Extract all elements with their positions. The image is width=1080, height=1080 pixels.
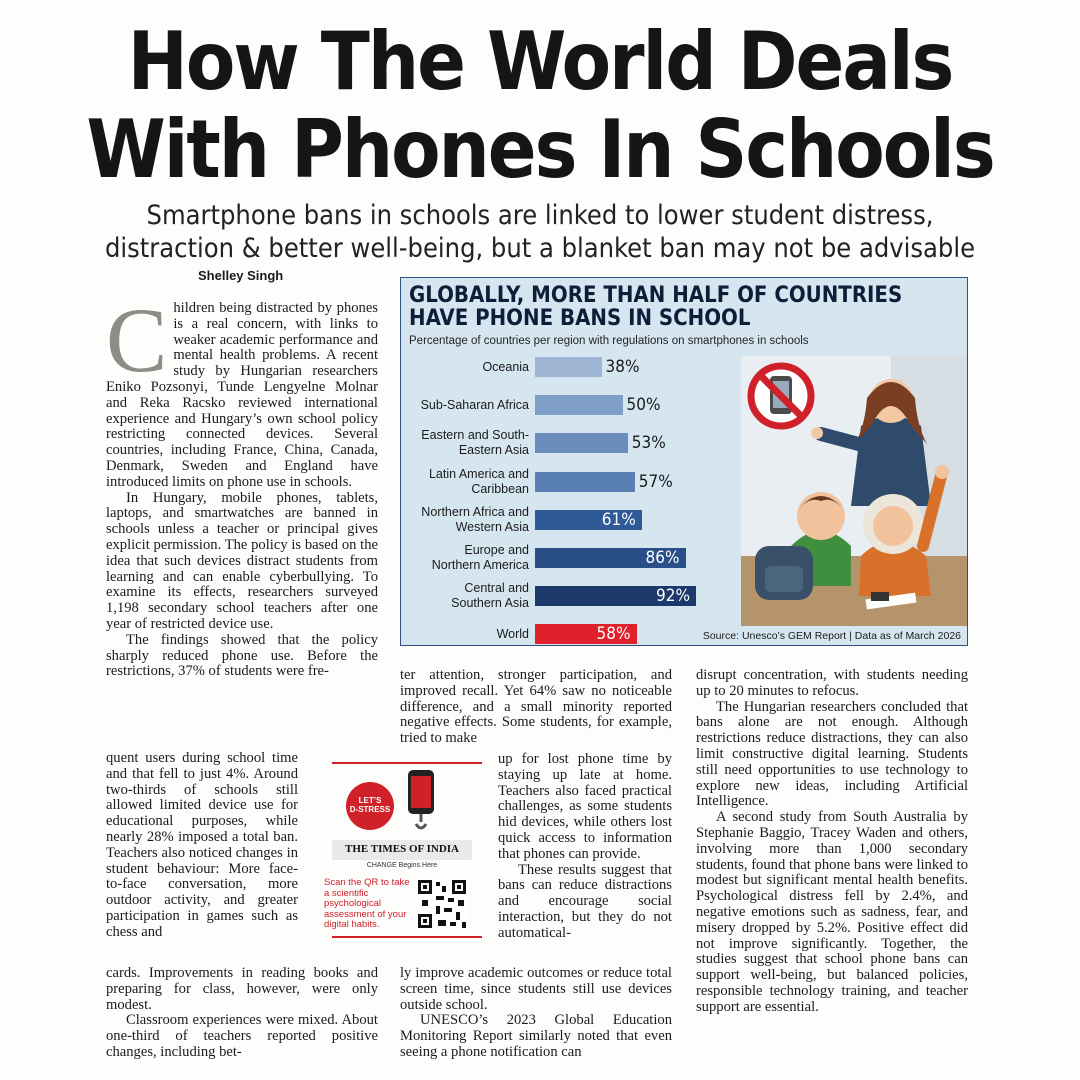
paragraph: UNESCO’s 2023 Global Education Monitoring Report similarly noted that even seeing a phone notification can xyxy=(400,1012,672,1060)
bar-label: Europe and Northern America xyxy=(431,543,529,572)
chart-subtitle: Percentage of countries per region with regulations on smartphones in schools xyxy=(409,335,809,347)
paragraph: The Hungarian researchers concluded that bans alone are not enough. Although restrictions reduce distractions, they can also limit constructive digital learning. Students still need opportunities to use technology to explore new ideas, including Artificial Intelligence. xyxy=(696,698,968,810)
paragraph: cards. Improvements in reading books and preparing for class, however, were only modest. xyxy=(106,965,378,1013)
article-column-2-top xyxy=(400,668,672,747)
byline: Shelley Singh xyxy=(198,268,284,283)
qr-code-icon[interactable] xyxy=(416,878,468,930)
dstress-badge xyxy=(346,782,394,830)
classroom-illustration xyxy=(741,356,967,626)
article-column-1-wrap xyxy=(106,751,298,941)
bar-value-label: 50% xyxy=(626,395,661,416)
bar-value-label: 53% xyxy=(631,433,666,454)
toi-logo-bar xyxy=(332,840,472,860)
bar-value-label: 92% xyxy=(656,586,690,607)
chart-title xyxy=(409,284,902,330)
deck-line-1: Smartphone bans in schools are linked to lower student distress, xyxy=(146,200,934,231)
promo-rule-bottom xyxy=(332,936,482,938)
phone-on-desk xyxy=(871,592,889,601)
bar-value-label: 57% xyxy=(638,471,673,492)
toi-logo: THE TIMES OF INDIA xyxy=(345,843,459,855)
bar-label: Central and Southern Asia xyxy=(451,581,529,611)
chart-source: Source: Unesco’s GEM Report | Data as of March 2026 xyxy=(702,630,961,642)
bar-label: Eastern and South- Eastern Asia xyxy=(421,428,529,458)
paragraph: disrupt concentration, with students needing up to 20 minutes to refocus. xyxy=(696,667,968,699)
badge-line-2: D-STRESS xyxy=(349,805,391,814)
article-column-2-wrap xyxy=(498,752,672,942)
bar-label: World xyxy=(496,626,529,641)
article-column-1-bottom xyxy=(106,966,378,1061)
bar xyxy=(535,472,635,492)
bar-value-label: 61% xyxy=(601,509,636,530)
article-column-3 xyxy=(696,668,968,1016)
bar-label: Northern Africa and Western Asia xyxy=(421,504,529,534)
paragraph: quent users during school time and that fell to just 4%. Around two-thirds of schools still allowed limited device use for educational purposes, while nearly 28% imposed a total ban. Teachers also noticed changes in student behaviour: More face-to-face conversation, more outdoor activity, and greater participation in games such as chess and xyxy=(106,750,298,940)
bar-label: Latin America and Caribbean xyxy=(428,466,529,496)
article-column-2-bottom xyxy=(400,966,672,1061)
phone-chain-icon xyxy=(398,766,446,836)
bar-label: Oceania xyxy=(482,359,529,374)
deck-line-2: distraction & better well-being, but a blanket ban may not be advisable xyxy=(104,233,976,264)
bar-value-label: 58% xyxy=(596,624,631,645)
paragraph: up for lost phone time by staying up late at home. Teachers also faced practical challenges, as some students hid devices, while others lost quick access to information that phones can provide. xyxy=(498,751,672,862)
chart-title-line-2: HAVE PHONE BANS IN SCHOOL xyxy=(409,306,751,331)
paragraph: ter attention, stronger participation, and improved recall. Yet 64% saw no noticeable difference, and a small minority reported negative effects. Some students, for example, tried to make xyxy=(400,667,672,747)
article-column-1 xyxy=(106,289,378,680)
bar-label: Sub-Saharan Africa xyxy=(420,397,529,412)
no-phone-sign-icon xyxy=(751,366,811,426)
promo-cta: Scan the QR to take a scientific psychological assessment of your digital habits. xyxy=(324,877,410,930)
bar-value-label: 86% xyxy=(645,548,680,568)
bar xyxy=(535,433,628,453)
paragraph: A second study from South Australia by Stephanie Baggio, Tracey Waden and others, involving more than 1,000 secondary students, found that phone bans were linked to modest but significant mental health benefits. Psychological distress fell by 2.4%, and negative emotions such as sadness, fear, and misery dropped by 5.2%. Positive effect did not improve significantly. Together, the studies suggest that school phone bans can support well-being, but balanced policies, responsible technology training, and teacher support are essential. xyxy=(696,809,968,1015)
headline-line-2: With Phones In Schools xyxy=(86,103,994,196)
dstress-promo[interactable] xyxy=(318,762,486,942)
drop-cap: C xyxy=(106,289,168,391)
chart-title-line-1: GLOBALLY, MORE THAN HALF OF COUNTRIES xyxy=(409,283,903,308)
paragraph: The findings showed that the policy sharply reduced phone use. Before the restrictions, 37% of students were fre- xyxy=(106,631,378,680)
paragraph: ly improve academic outcomes or reduce total screen time, since students still use devices outside school. xyxy=(400,965,672,1013)
promo-rule xyxy=(332,762,482,764)
paragraph: In Hungary, mobile phones, tablets, laptops, and smartwatches are banned in schools unless a teacher or principal gives explicit permission. The policy is based on the idea that such devices distract students from learning and can enable cyberbullying. To examine its effects, researchers surveyed 1,198 secondary school teachers after one year of restricted device use. xyxy=(106,489,378,632)
toi-tagline: CHANGE Begins Here xyxy=(366,862,438,869)
paragraph: hildren being distracted by phones is a real concern, with links to weaker academic performance and mental health problems. A recent study by Hungarian researchers Eniko Pozsonyi, Tunde Lengyelne Molnar and Reka Racsko reviewed international experience and Hungary’s own school policy restricting connected devices. Several countries, including France, China, Canada, Denmark, Sweden and England have introduced limits on phone use in schools. xyxy=(106,300,378,490)
school-bag xyxy=(755,546,813,600)
bar xyxy=(535,357,602,377)
badge-line-1: LET’S xyxy=(358,796,382,805)
bar-value-label: 38% xyxy=(605,357,640,377)
bar xyxy=(535,395,623,415)
headline-line-1: How The World Deals xyxy=(127,15,953,108)
paragraph: These results suggest that bans can reduce distractions and encourage social interaction, but they do not automatical- xyxy=(498,861,672,941)
chart-panel xyxy=(400,277,968,646)
paragraph: Classroom experiences were mixed. About one-third of teachers reported positive changes, including bet- xyxy=(106,1012,378,1060)
